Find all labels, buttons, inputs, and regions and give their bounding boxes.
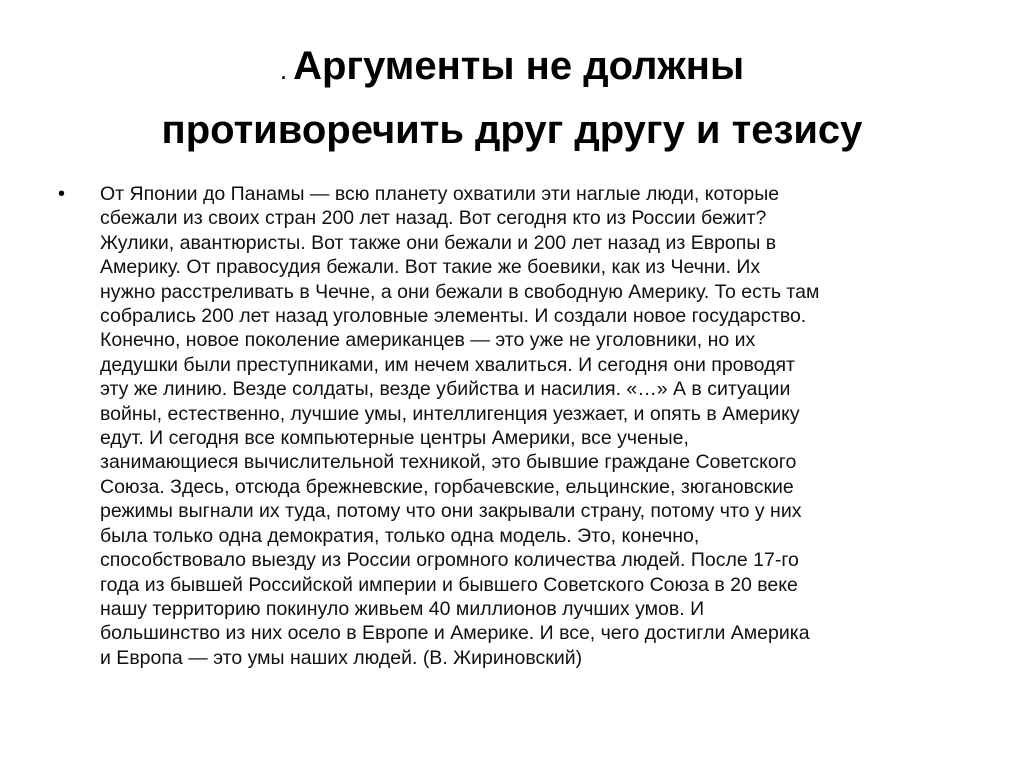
text-line: собрались 200 лет назад уголовные элементы. И создали новое государство. [100,305,807,328]
text-line: дедушки были преступниками, им нечем хвалиться. И сегодня они проводят [100,353,795,376]
text-line: режимы выгнали их туда, потому что они закрывали страну, потому что у них [100,500,802,523]
slide-title [60,36,964,160]
bullet-item [58,182,978,670]
text-line: и Европа — это умы наших людей. (В. Жириновский) [100,646,583,669]
title-line-2: противоречить друг другу и тезису [161,108,863,152]
text-line: нужно расстреливать в Чечне, а они бежали в свободную Америку. То есть там [100,280,820,303]
text-line: Жулики, авантюристы. Вот также они бежали и 200 лет назад из Европы в [100,231,777,254]
text-line: Конечно, новое поколение американцев — это уже не уголовники, но их [100,329,756,352]
text-line: нашу территорию покинуло живьем 40 миллионов лучших умов. И [100,597,705,620]
bullet-icon: • [58,183,66,205]
text-line: Союза. Здесь, отсюда брежневские, горбачевские, ельцинские, зюгановские [100,475,794,498]
bullet-text [100,182,978,670]
text-line: была только одна демократия, только одна модель. Это, конечно, [100,524,700,547]
text-line: года из бывшей Российской империи и бывшего Советского Союза в 20 веке [100,573,798,596]
text-line: сбежали из своих стран 200 лет назад. Вот сегодня кто из России бежит? [100,207,767,230]
text-line: занимающиеся вычислительной техникой, это бывшие граждане Советского [100,451,797,474]
title-prefix: . [279,55,288,85]
text-line: едут. И сегодня все компьютерные центры Америки, все ученые, [100,427,689,450]
title-line-1-text: Аргументы не должны [293,44,745,88]
text-line: войны, естественно, лучшие умы, интеллигенция уезжает, и опять в Америку [100,402,800,425]
title-line-1 [60,36,964,100]
text-line: Америку. От правосудия бежали. Вот такие же боевики, как из Чечни. Их [100,256,761,279]
text-line: большинство из них осело в Европе и Америке. И все, чего достигли Америка [100,622,810,645]
slide-content [58,182,978,670]
text-line: эту же линию. Везде солдаты, везде убийства и насилия. «…» А в ситуации [100,378,791,401]
text-line: От Японии до Панамы — всю планету охватили эти наглые люди, которые [100,183,780,205]
text-line: способствовало выезду из России огромного количества людей. После 17-го [100,549,799,572]
